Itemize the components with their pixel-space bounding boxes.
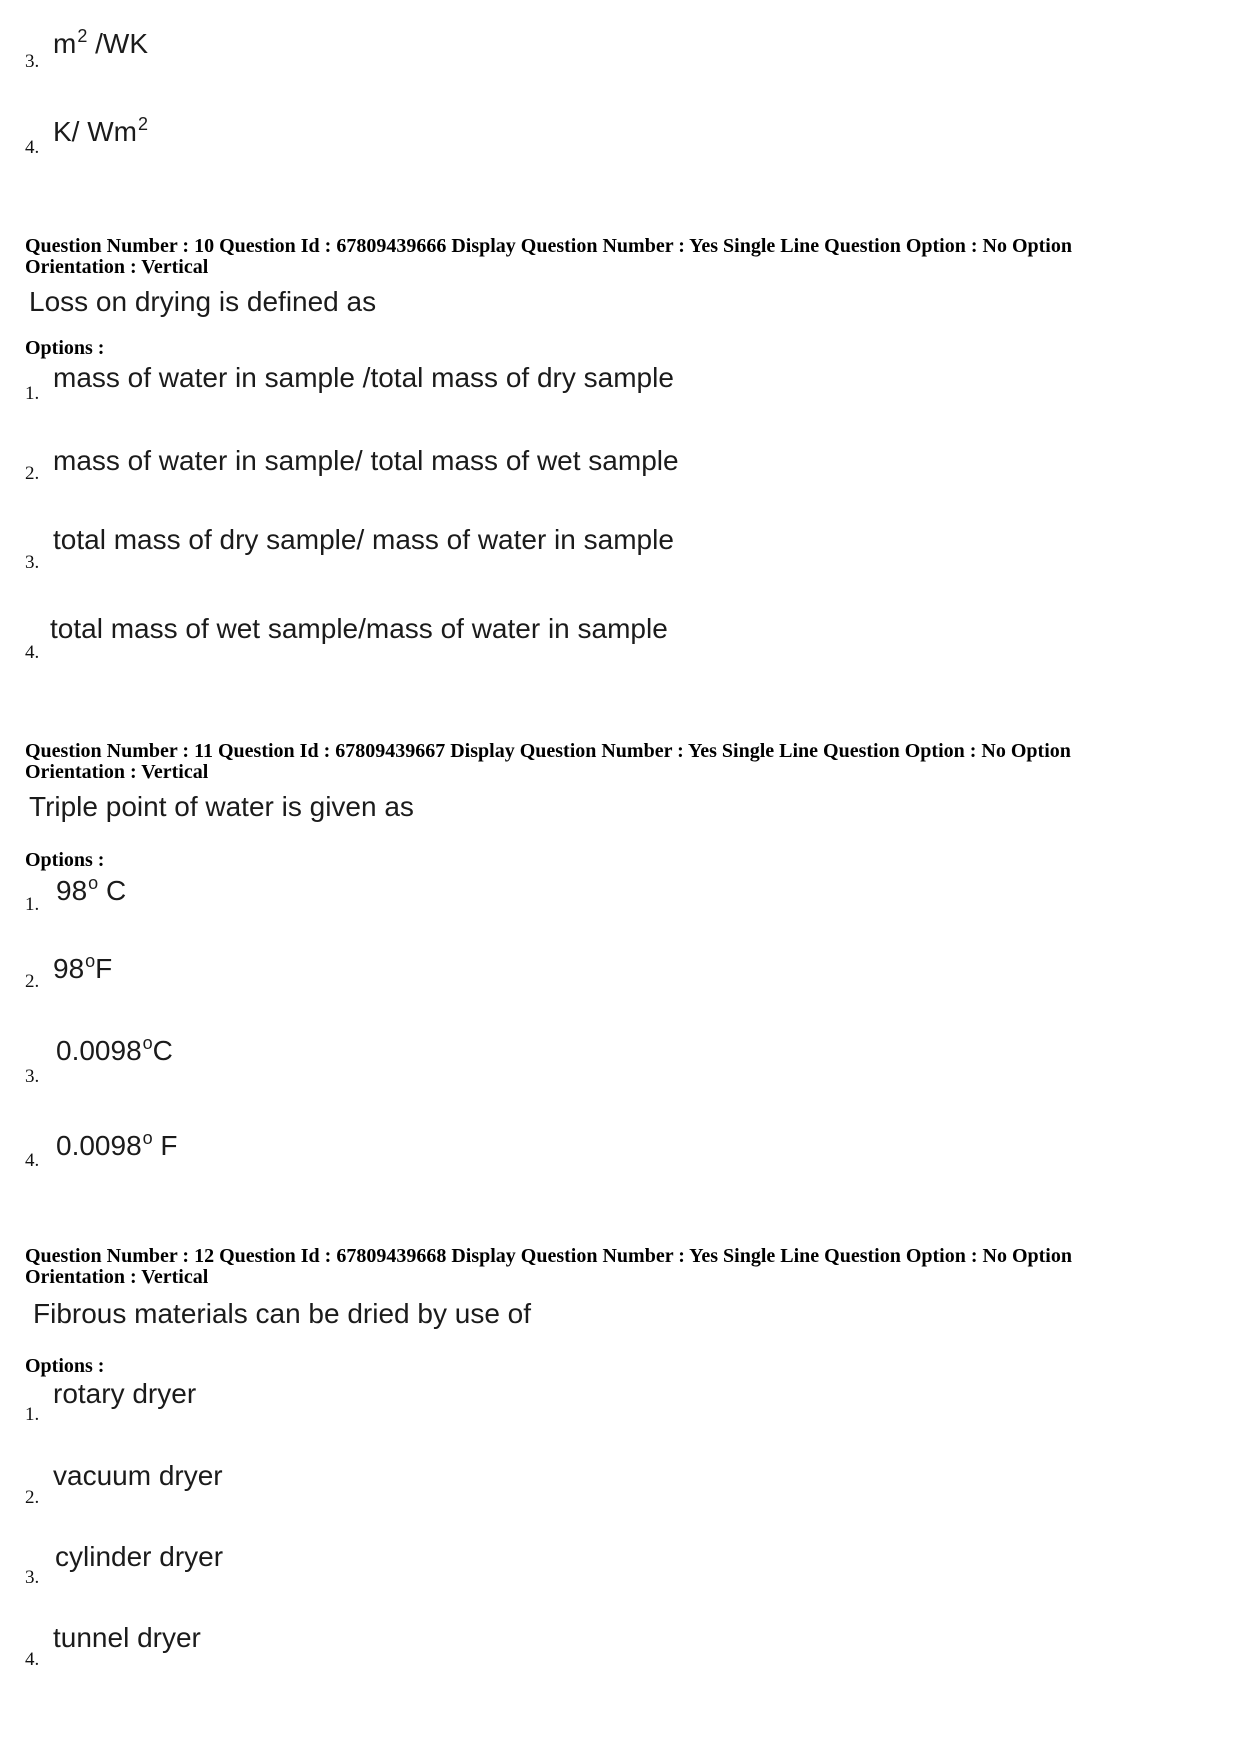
option-number: 4. <box>25 642 40 663</box>
option-number: 1. <box>25 894 40 915</box>
question-text: Fibrous materials can be dried by use of <box>33 1298 532 1329</box>
option-text: $m^2$ /WK <box>53 26 149 59</box>
option-text: 0.0098$^o$ F <box>56 1128 178 1161</box>
question-meta <box>25 741 1215 783</box>
option-text: mass of water in sample /total mass of dry sample <box>53 362 674 393</box>
option-number: 2. <box>25 1487 40 1508</box>
question-meta <box>25 1246 1215 1288</box>
question-meta-line: Question Number : 10 Question Id : 67809439666 Display Question Number : Yes Single Line Question Option : No Option <box>25 235 1072 257</box>
question-meta-line: Orientation : Vertical <box>25 761 209 783</box>
question-meta-line: Question Number : 12 Question Id : 67809439668 Display Question Number : Yes Single Line Question Option : No Option <box>25 1245 1072 1267</box>
option-text: rotary dryer <box>53 1378 197 1409</box>
option-number: 4. <box>25 137 40 158</box>
option-text: total mass of wet sample/mass of water in sample <box>50 613 668 644</box>
option-text: total mass of dry sample/ mass of water in sample <box>53 524 674 555</box>
question-meta-line: Question Number : 11 Question Id : 67809439667 Display Question Number : Yes Single Line Question Option : No Option <box>25 740 1071 762</box>
options-label: Options : <box>25 1355 105 1377</box>
option-text: 98$^o$F <box>53 951 113 984</box>
question-meta-line: Orientation : Vertical <box>25 256 209 278</box>
option-text: 98$^o$ C <box>56 873 127 906</box>
option-text: mass of water in sample/ total mass of wet sample <box>53 445 679 476</box>
option-number: 2. <box>25 971 40 992</box>
option-number: 3. <box>25 1066 40 1087</box>
question-text: Loss on drying is defined as <box>29 286 377 317</box>
option-text: K/ Wm$^2$ <box>53 114 149 147</box>
question-text: Triple point of water is given as <box>29 791 414 822</box>
option-number: 4. <box>25 1649 40 1670</box>
option-text: cylinder dryer <box>55 1541 224 1572</box>
option-text: tunnel dryer <box>53 1622 201 1653</box>
question-meta <box>25 236 1215 278</box>
option-number: 3. <box>25 1567 40 1588</box>
option-text: 0.0098$^o$C <box>56 1033 173 1066</box>
option-number: 4. <box>25 1150 40 1171</box>
question-meta-line: Orientation : Vertical <box>25 1266 209 1288</box>
option-number: 1. <box>25 1404 40 1425</box>
options-label: Options : <box>25 337 105 359</box>
options-label: Options : <box>25 849 105 871</box>
option-text: vacuum dryer <box>53 1460 223 1491</box>
option-number: 2. <box>25 463 40 484</box>
option-number: 3. <box>25 552 40 573</box>
option-number: 1. <box>25 383 40 404</box>
option-number: 3. <box>25 51 40 72</box>
